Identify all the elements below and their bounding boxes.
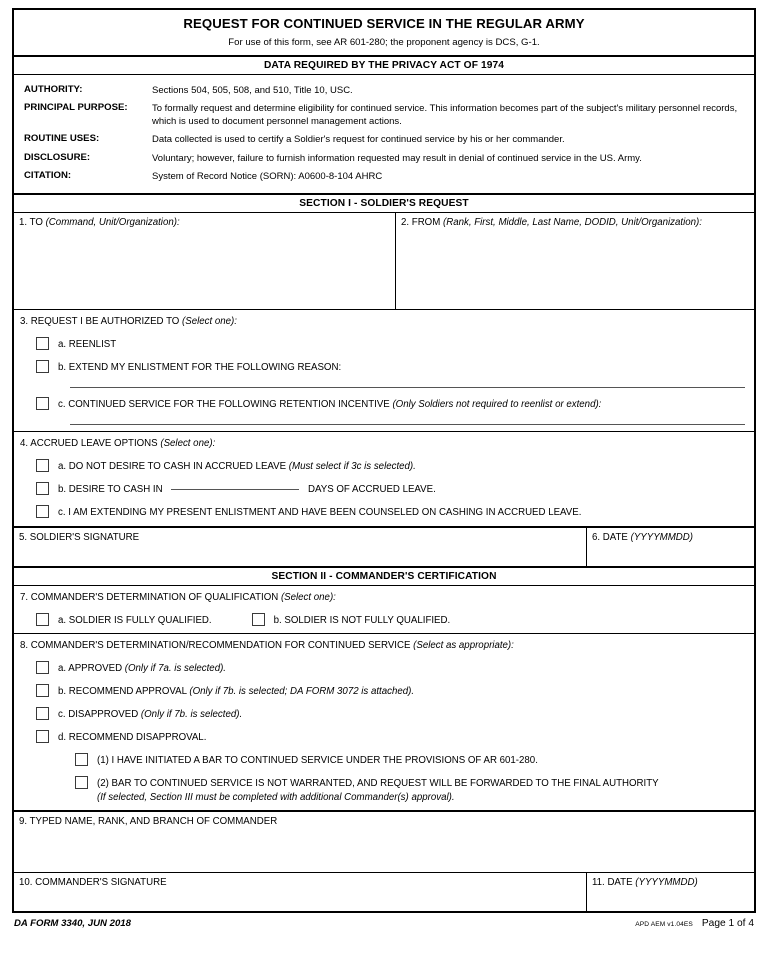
to-from-row bbox=[14, 213, 754, 310]
footer-right-group bbox=[635, 918, 754, 929]
checkbox-4a[interactable] bbox=[36, 459, 49, 472]
item-3-title bbox=[19, 315, 749, 328]
field-soldier-date-number: 6. DATE bbox=[592, 531, 628, 543]
field-commander-signature-label: 10. COMMANDER'S SIGNATURE bbox=[19, 877, 167, 889]
form-footer bbox=[12, 913, 756, 929]
checkbox-8b-label-hint: (Only if 7b. is selected; DA FORM 3072 is attached). bbox=[189, 685, 415, 697]
checkbox-8b[interactable] bbox=[36, 684, 49, 697]
section-1-heading: SECTION I - SOLDIER'S REQUEST bbox=[14, 195, 754, 213]
checkbox-row-8a[interactable] bbox=[19, 661, 749, 675]
field-commander-date-label bbox=[592, 877, 750, 890]
privacy-row bbox=[14, 99, 754, 131]
checkbox-row-4c[interactable] bbox=[19, 505, 749, 519]
item-3b-write-in-line[interactable] bbox=[70, 387, 745, 388]
privacy-label: CITATION: bbox=[24, 169, 72, 181]
checkbox-3a-label: a. REENLIST bbox=[58, 338, 117, 350]
item-3-block bbox=[14, 310, 754, 432]
checkbox-8a-label-hint: (Only if 7a. is selected). bbox=[124, 662, 226, 674]
item-3-title-text: 3. REQUEST I BE AUTHORIZED TO bbox=[20, 315, 180, 327]
field-soldier-date[interactable] bbox=[587, 528, 754, 566]
field-commander-date[interactable] bbox=[587, 873, 754, 911]
privacy-text: Data collected is used to certify a Soldier's request for continued service by his or her commander. bbox=[152, 134, 565, 146]
field-soldier-signature[interactable] bbox=[14, 528, 587, 566]
item-4-title-text: 4. ACCRUED LEAVE OPTIONS bbox=[20, 438, 158, 450]
privacy-label: PRINCIPAL PURPOSE: bbox=[24, 101, 128, 113]
field-to[interactable] bbox=[14, 213, 396, 309]
item-9-block[interactable] bbox=[14, 812, 754, 873]
checkbox-row-4a[interactable] bbox=[19, 459, 749, 473]
item-7-title-hint: (Select one): bbox=[280, 591, 336, 603]
checkbox-row-8d1[interactable] bbox=[19, 753, 749, 767]
privacy-row bbox=[14, 149, 754, 167]
checkbox-4c-label: c. I AM EXTENDING MY PRESENT ENLISTMENT AND HAVE BEEN COUNSELED ON CASHING IN ACCRUED LEAVE. bbox=[58, 507, 582, 519]
privacy-text: Voluntary; however, failure to furnish information requested may result in denial of continued service in the US. Army. bbox=[152, 152, 642, 164]
checkbox-8b-label bbox=[58, 684, 414, 698]
checkbox-8c-label bbox=[58, 707, 242, 721]
checkbox-8c[interactable] bbox=[36, 707, 49, 720]
checkbox-8d2[interactable] bbox=[75, 776, 88, 789]
checkbox-4c[interactable] bbox=[36, 505, 49, 518]
field-to-hint: (Command, Unit/Organization): bbox=[45, 216, 180, 228]
privacy-label: DISCLOSURE: bbox=[24, 151, 91, 163]
checkbox-3b[interactable] bbox=[36, 360, 49, 373]
field-commander-date-number: 11. DATE bbox=[592, 877, 633, 889]
field-commander-signature[interactable] bbox=[14, 873, 587, 911]
checkbox-4a-label bbox=[58, 459, 416, 473]
item-3-title-hint: (Select one): bbox=[182, 315, 237, 327]
checkbox-3c-label-hint: (Only Soldiers not required to reenlist or extend): bbox=[392, 399, 602, 411]
item-8-block bbox=[14, 634, 754, 813]
item-8-title-text: 8. COMMANDER'S DETERMINATION/RECOMMENDATION FOR CONTINUED SERVICE bbox=[20, 639, 411, 651]
privacy-row bbox=[14, 131, 754, 149]
item-4b-days-suffix: DAYS OF ACCRUED LEAVE. bbox=[308, 484, 436, 496]
item-7-block bbox=[14, 586, 754, 634]
item-8-title bbox=[19, 639, 749, 652]
checkbox-8a[interactable] bbox=[36, 661, 49, 674]
checkbox-row-3a[interactable] bbox=[19, 337, 749, 351]
field-to-number: 1. TO bbox=[19, 216, 43, 228]
form-subtitle: For use of this form, see AR 601-280; the proponent agency is DCS, G-1. bbox=[228, 36, 540, 48]
checkbox-7a[interactable] bbox=[36, 613, 49, 626]
form-id-label: DA FORM 3340, JUN 2018 bbox=[14, 918, 131, 930]
checkbox-4a-label-text: a. DO NOT DESIRE TO CASH IN ACCRUED LEAVE bbox=[58, 461, 287, 473]
privacy-label: ROUTINE USES: bbox=[24, 133, 100, 145]
item-7-title-text: 7. COMMANDER'S DETERMINATION OF QUALIFICATION bbox=[20, 591, 279, 603]
soldier-signature-row bbox=[14, 528, 754, 568]
field-soldier-signature-label: 5. SOLDIER'S SIGNATURE bbox=[19, 531, 140, 543]
item-9-label: 9. TYPED NAME, RANK, AND BRANCH OF COMMANDER bbox=[19, 816, 278, 828]
field-from-label bbox=[401, 217, 750, 230]
checkbox-4b-label-text: b. DESIRE TO CASH IN bbox=[58, 484, 163, 496]
item-3c-write-in-line[interactable] bbox=[70, 424, 745, 425]
item-7-title bbox=[19, 591, 749, 604]
checkbox-7b[interactable] bbox=[252, 613, 265, 626]
section-2-heading: SECTION II - COMMANDER'S CERTIFICATION bbox=[14, 568, 754, 586]
checkbox-3a[interactable] bbox=[36, 337, 49, 350]
checkbox-8d1-label: (1) I HAVE INITIATED A BAR TO CONTINUED SERVICE UNDER THE PROVISIONS OF AR 601-280. bbox=[97, 755, 538, 767]
commander-signature-row bbox=[14, 873, 754, 913]
privacy-act-block bbox=[14, 75, 754, 195]
field-from-number: 2. FROM bbox=[401, 216, 441, 228]
checkbox-row-8d2[interactable] bbox=[19, 776, 749, 804]
field-commander-date-hint: (YYYYMMDD) bbox=[635, 877, 698, 889]
checkbox-4a-label-hint: (Must select if 3c is selected). bbox=[288, 461, 416, 473]
checkbox-8d2-label-hint: (If selected, Section III must be completed with additional Commander(s) approval). bbox=[97, 792, 455, 804]
checkbox-8d[interactable] bbox=[36, 730, 49, 743]
privacy-text: System of Record Notice (SORN): A0600-8-104 AHRC bbox=[152, 170, 383, 182]
item-4b-days-input[interactable] bbox=[171, 489, 299, 490]
privacy-act-heading: DATA REQUIRED BY THE PRIVACY ACT OF 1974 bbox=[14, 57, 754, 75]
checkbox-8b-label-text: b. RECOMMEND APPROVAL bbox=[58, 685, 187, 697]
checkbox-7b-label: b. SOLDIER IS NOT FULLY QUALIFIED. bbox=[273, 614, 451, 626]
checkbox-row-8b[interactable] bbox=[19, 684, 749, 698]
item-8-title-hint: (Select as appropriate): bbox=[413, 639, 514, 651]
checkbox-8d2-label bbox=[97, 776, 659, 804]
checkbox-3b-label: b. EXTEND MY ENLISTMENT FOR THE FOLLOWING REASON: bbox=[58, 361, 342, 373]
checkbox-8c-label-hint: (Only if 7b. is selected). bbox=[140, 709, 243, 720]
checkbox-row-8d[interactable] bbox=[19, 730, 749, 744]
checkbox-3c[interactable] bbox=[36, 397, 49, 410]
checkbox-8d-label: d. RECOMMEND DISAPPROVAL. bbox=[58, 732, 207, 744]
checkbox-4b-label bbox=[58, 482, 436, 496]
checkbox-8d1[interactable] bbox=[75, 753, 88, 766]
field-soldier-date-hint: (YYYYMMDD) bbox=[630, 531, 694, 543]
privacy-text: Sections 504, 505, 508, and 510, Title 10, USC. bbox=[152, 84, 353, 96]
field-to-label bbox=[19, 217, 391, 230]
form-header bbox=[14, 10, 754, 57]
item-4-title bbox=[19, 437, 749, 450]
apd-version-label: APD AEM v1.04ES bbox=[635, 921, 693, 929]
field-from-hint: (Rank, First, Middle, Last Name, DODID, Unit/Organization): bbox=[443, 216, 702, 228]
form-page bbox=[12, 8, 756, 929]
form-title: REQUEST FOR CONTINUED SERVICE IN THE REGULAR ARMY bbox=[183, 16, 585, 31]
privacy-text: To formally request and determine eligibility for continued service. This information becomes part of the subject's military personnel records, which is used to document personnel management actions. bbox=[152, 102, 738, 128]
privacy-label: AUTHORITY: bbox=[24, 83, 83, 95]
page-number-label: Page 1 of 4 bbox=[701, 918, 754, 930]
checkbox-row-3b[interactable] bbox=[19, 360, 749, 374]
field-soldier-date-label bbox=[592, 532, 750, 545]
checkbox-8a-label-text: a. APPROVED bbox=[58, 662, 123, 674]
checkbox-8c-label-text: c. DISAPPROVED bbox=[58, 709, 139, 720]
checkbox-row-8c[interactable] bbox=[19, 707, 749, 721]
form-frame bbox=[12, 8, 756, 913]
field-from[interactable] bbox=[396, 213, 754, 309]
checkbox-7a-label: a. SOLDIER IS FULLY QUALIFIED. bbox=[58, 614, 212, 626]
checkbox-row-4b[interactable] bbox=[19, 482, 749, 496]
checkbox-3c-label bbox=[58, 397, 601, 411]
privacy-row bbox=[14, 81, 754, 99]
checkbox-8d2-label-text: (2) BAR TO CONTINUED SERVICE IS NOT WARRANTED, AND REQUEST WILL BE FORWARDED TO THE FINAL AUTHORITY bbox=[97, 778, 659, 790]
checkbox-row-3c[interactable] bbox=[19, 397, 749, 411]
item-7-options-row bbox=[19, 613, 749, 627]
item-4-block bbox=[14, 432, 754, 527]
privacy-row bbox=[14, 167, 754, 185]
item-4-title-hint: (Select one): bbox=[160, 438, 216, 450]
checkbox-8a-label bbox=[58, 661, 226, 675]
checkbox-4b[interactable] bbox=[36, 482, 49, 495]
checkbox-3c-label-text: c. CONTINUED SERVICE FOR THE FOLLOWING RETENTION INCENTIVE bbox=[58, 399, 390, 411]
